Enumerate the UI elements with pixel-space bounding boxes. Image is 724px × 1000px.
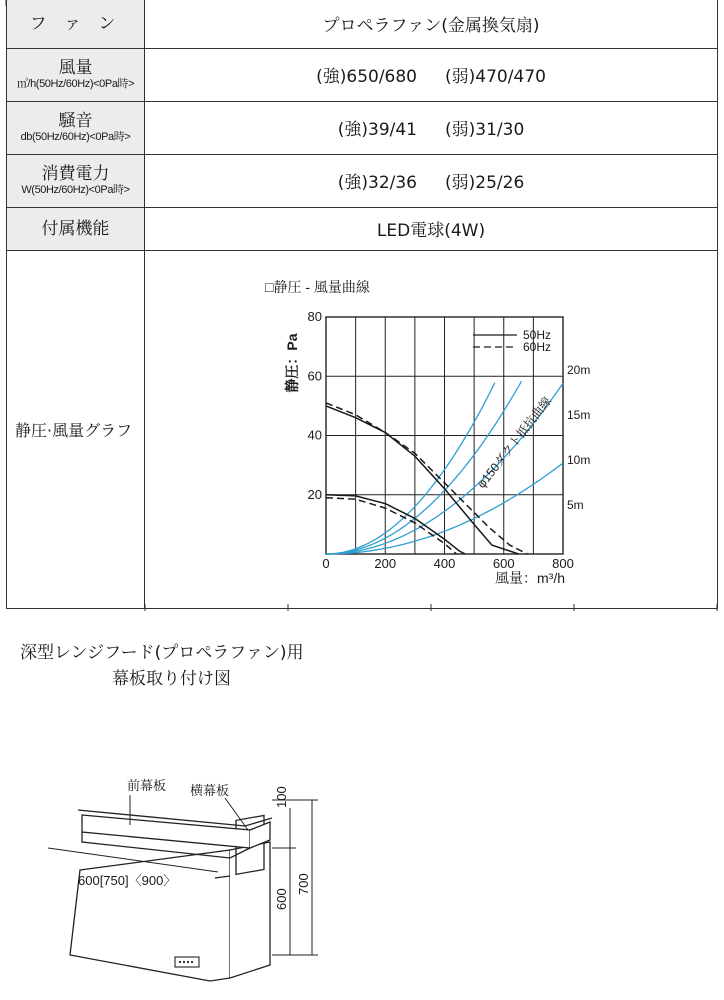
power-strong: (強)32/36: [337, 173, 417, 193]
y-tick-label: 20: [307, 486, 322, 502]
fan-value: プロペラファン(金属換気扇): [145, 0, 718, 48]
front-panel-label: 前幕板: [127, 778, 167, 793]
power-label-cell: [7, 154, 145, 207]
airflow-unit: ㎥/h(50Hz/60Hz)<0Pa時>: [16, 78, 135, 90]
dim-700-label: 700: [296, 873, 311, 895]
duct-length-label: 10m: [567, 452, 591, 467]
dim-600-label: 600: [274, 888, 289, 910]
dim-100-label: 100: [274, 786, 289, 808]
airflow-value: [145, 48, 718, 101]
legend-label: 50Hz: [523, 327, 552, 342]
range-hood-drawing: [0, 770, 330, 1000]
noise-label: 騒音: [58, 111, 93, 131]
graph-label: 静圧·風量グラフ: [7, 250, 145, 608]
airflow-label-cell: [7, 48, 145, 101]
fan-label: フ ァ ン: [7, 0, 145, 48]
noise-unit: db(50Hz/60Hz)<0Pa時>: [20, 131, 131, 143]
width-dimension-label: 600[750]〈900〉: [78, 873, 177, 888]
drawing-caption: [20, 640, 304, 692]
feature-value: LED電球(4W): [145, 207, 718, 250]
noise-weak: (弱)31/30: [445, 120, 525, 140]
duct-length-label: 5m: [567, 497, 584, 512]
spec-table: [6, 0, 718, 609]
noise-strong: (強)39/41: [337, 120, 417, 140]
noise-row: [7, 101, 718, 154]
graph-cell: [145, 250, 718, 608]
duct-resistance-curve: [326, 382, 495, 553]
pressure-airflow-chart: [145, 251, 717, 607]
airflow-weak: (弱)470/470: [445, 67, 546, 87]
power-unit: W(50Hz/60Hz)<0Pa時>: [21, 184, 130, 196]
y-tick-label: 60: [307, 367, 322, 383]
x-axis-label: 風量：m³/h: [495, 569, 565, 586]
legend-label: 60Hz: [523, 339, 552, 354]
power-label: 消費電力: [41, 164, 110, 184]
airflow-row: [7, 48, 718, 101]
y-tick-label: 40: [307, 427, 322, 442]
x-tick-label: 600: [492, 555, 515, 571]
noise-label-cell: [7, 101, 145, 154]
airflow-label: 風量: [58, 58, 93, 78]
x-tick-label: 0: [322, 555, 330, 571]
airflow-strong: (強)650/680: [316, 67, 417, 87]
x-tick-label: 800: [552, 555, 574, 571]
fan-row: [7, 0, 718, 48]
x-tick-label: 400: [433, 555, 456, 571]
duct-length-label: 20m: [567, 362, 591, 377]
power-weak: (弱)25/26: [445, 173, 525, 193]
power-value: [145, 154, 718, 207]
duct-curve-label: φ150ダクト抵抗曲線: [474, 393, 555, 491]
fan-curve-60Hz: [326, 402, 527, 553]
x-tick-label: 200: [374, 555, 397, 571]
noise-value: [145, 101, 718, 154]
power-row: [7, 154, 718, 207]
feature-row: [7, 207, 718, 250]
y-axis-label: 静圧：Pa: [284, 332, 300, 393]
side-panel-label: 横幕板: [190, 783, 230, 798]
feature-label: 付属機能: [7, 207, 145, 250]
caption-line-2: 幕板取り付け図: [112, 669, 231, 689]
caption-line-1: 深型レンジフード(プロペラファン)用: [20, 643, 304, 663]
chart-title: □静圧 - 風量曲線: [265, 278, 370, 295]
duct-length-label: 15m: [567, 407, 591, 422]
graph-row: [7, 250, 718, 608]
y-tick-label: 80: [307, 308, 322, 324]
